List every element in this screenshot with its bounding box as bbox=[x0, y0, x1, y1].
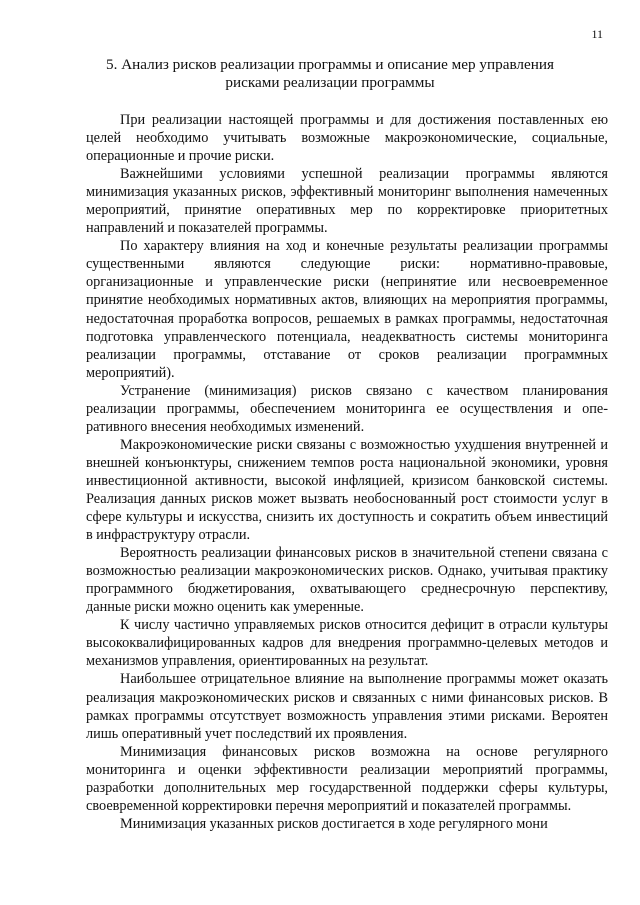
paragraph: Минимизация финансовых рисков возможна на основе регулярного мониторинга и оценки эффективности реализации мероприятий программы, разработки дополнительных мер государственной поддержки сферы культуры, своевременной корректировки перечня мероприятий и показателей программы. bbox=[86, 743, 608, 814]
page-number: 11 bbox=[591, 27, 603, 41]
paragraph-continued: Минимизация указанных рисков достигается в ходе регулярного мони bbox=[120, 815, 548, 832]
paragraph: Наибольшее отрицательное влияние на выполнение программы может оказать реализация макроэкономических рисков и связанных с ними финансовых рисков. В рамках программы отсутствует возможность управления этими рисками. Вероятен лишь оперативный учет последствий их проявления. bbox=[86, 671, 608, 742]
paragraph: Устранение (минимизация) рисков связано с качеством планирования реализации программы, обеспечением мониторинга ее осуществления и оперативного внесения необходимых изменений. bbox=[86, 382, 608, 435]
paragraph: Макроэкономические риски связаны с возможностью ухудшения внутренней и внешней конъюнктуры, снижением темпов роста национальной экономики, уровня инвестиционной активности, высокой инфляцией, кризисом банковской системы. Реализация данных рисков может вызвать необоснованный рост стоимости услуг в сфере культуры и искусства, снизить их доступность и сократить объем инвестиций в инфраструктуру отрасли. bbox=[86, 436, 608, 544]
section-heading: 5. Анализ рисков реализации программы и описание мер управления рисками реализации программы bbox=[106, 56, 554, 92]
paragraph: Важнейшими условиями успешной реализации программы являются минимизация указанных рисков, эффективный мониторинг выполнения намеченных мероприятий, принятие оперативных мер по корректировке приоритетных направлений и показателей программы. bbox=[86, 166, 608, 237]
paragraph: По характеру влияния на ход и конечные результаты реализации программы существенными являются следующие риски: нормативно-правовые, организационные и управленческие риски (непринятие или несвоевременное принятие необходимых нормативных актов, влияющих на мероприятия программы, недостаточная проработка вопросов, решаемых в рамках программы, недостаточная подготовка управленческого потенциала, неадекватность системы мониторинга реализации программы, отставание от сроков реализации программных мероприятий). bbox=[86, 238, 608, 381]
body-text bbox=[86, 111, 608, 833]
paragraph: Вероятность реализации финансовых рисков в значительной степени связана с возможностью реализации макроэкономических рисков. Однако, учитывая практику программного бюджетирования, охватывающего среднесрочную перспективу, данные риски можно оценить как умеренные. bbox=[86, 545, 608, 616]
paragraph: К числу частично управляемых рисков относится дефицит в отрасли культуры высококвалифицированных кадров для внедрения программно-целевых методов и механизмов управления, ориентированных на результат. bbox=[86, 617, 608, 670]
paragraph: При реализации настоящей программы и для достижения поставленных ею целей необходимо учитывать возможные макроэкономические, социальные, операционные и прочие риски. bbox=[86, 112, 608, 165]
